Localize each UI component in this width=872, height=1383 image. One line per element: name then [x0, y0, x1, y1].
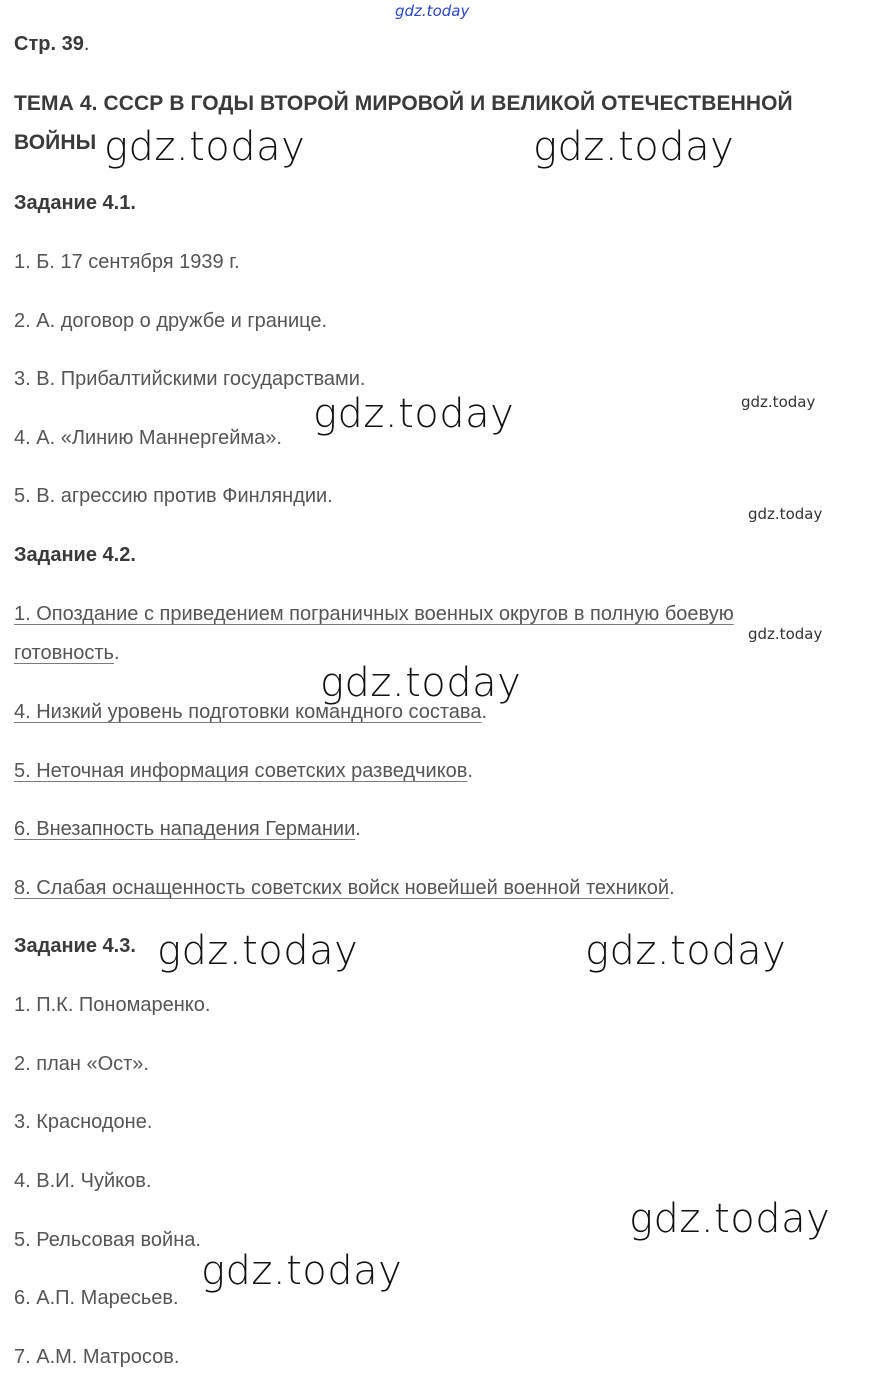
- task-4-1-answer: 1. Б. 17 сентября 1939 г.: [14, 251, 240, 273]
- task-4-2-answer-link[interactable]: 8. Слабая оснащенность советских войск новейшей военной техникой.: [14, 877, 675, 899]
- task-4-1-answer: 2. А. договор о дружбе и границе.: [14, 310, 328, 332]
- task-4-3-answer: 3. Краснодоне.: [14, 1111, 153, 1133]
- task-4-3-answer: 5. Рельсовая война.: [14, 1229, 201, 1251]
- topic-title-line-2: ВОЙНЫ: [14, 131, 97, 154]
- task-4-2-answer-link[interactable]: 1. Опоздание с приведением пограничных военных округов в полную боевую: [14, 603, 734, 625]
- page-label: Стр. 39.: [14, 33, 90, 55]
- topic-title-line-1: ТЕМА 4. СССР В ГОДЫ ВТОРОЙ МИРОВОЙ И ВЕЛИКОЙ ОТЕЧЕСТВЕННОЙ: [14, 92, 793, 115]
- task-4-3-answer: 7. А.М. Матросов.: [14, 1346, 180, 1368]
- task-4-3-answer: 6. А.П. Маресьев.: [14, 1287, 179, 1309]
- watermark: gdz.today: [313, 391, 515, 437]
- task-4-2-answer-link[interactable]: 5. Неточная информация советских разведчиков.: [14, 760, 473, 782]
- watermark: gdz.today: [629, 1196, 831, 1242]
- watermark-top: gdz.today: [395, 2, 470, 20]
- watermark: gdz.today: [157, 928, 359, 974]
- task-4-1-heading: Задание 4.1.: [14, 192, 136, 214]
- watermark: gdz.today: [533, 124, 735, 170]
- task-4-2-answer-link[interactable]: 4. Низкий уровень подготовки командного состава.: [14, 701, 488, 723]
- watermark-small: gdz.today: [748, 625, 823, 643]
- task-4-1-answer: 3. В. Прибалтийскими государствами.: [14, 368, 366, 390]
- watermark-small: gdz.today: [741, 393, 816, 411]
- task-4-3-answer: 2. план «Ост».: [14, 1053, 149, 1075]
- watermark: gdz.today: [201, 1248, 403, 1294]
- watermark: gdz.today: [585, 928, 787, 974]
- watermark: gdz.today: [320, 660, 522, 706]
- task-4-1-answer: 5. В. агрессию против Финляндии.: [14, 485, 333, 507]
- task-4-2-heading: Задание 4.2.: [14, 544, 136, 566]
- task-4-3-heading: Задание 4.3.: [14, 935, 136, 957]
- task-4-3-answer: 4. В.И. Чуйков.: [14, 1170, 152, 1192]
- task-4-1-answer: 4. А. «Линию Маннергейма».: [14, 427, 282, 449]
- task-4-2-answer-link[interactable]: 6. Внезапность нападения Германии.: [14, 818, 361, 840]
- task-4-2-answer-link[interactable]: готовность.: [14, 642, 120, 664]
- watermark: gdz.today: [104, 124, 306, 170]
- task-4-3-answer: 1. П.К. Пономаренко.: [14, 994, 211, 1016]
- watermark-small: gdz.today: [748, 505, 823, 523]
